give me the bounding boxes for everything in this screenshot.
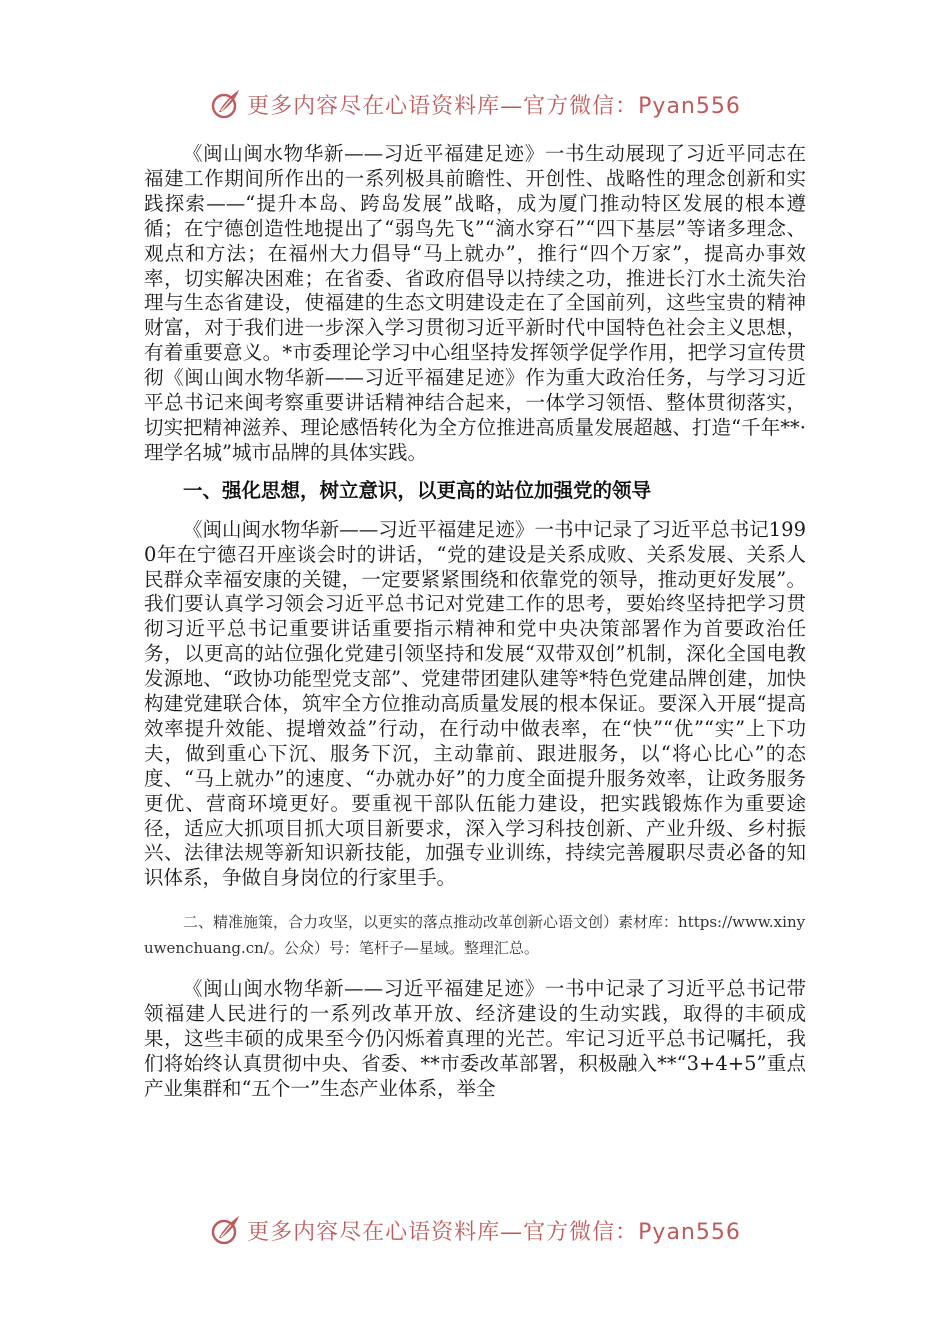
intro-paragraph: 《闽山闽水物华新——习近平福建足迹》一书生动展现了习近平同志在福建工作期间所作出的一系列极具前瞻性、开创性、战略性的理念创新和实践探索——“提升本岛、跨岛发展”战略，成为厦门推动特区发展的根本遵循；在宁德创造性地提出了“弱鸟先飞”“滴水穿石”“四下基层”等诸多理念、观点和方法；在福州大力倡导“马上就办”，推行“四个万家”，提高办事效率，切实解决困难；在省委、省政府倡导以持续之功，推进长汀水土流失治理与生态省建设，使福建的生态文明建设走在了全国前列，这些宝贵的精神财富，对于我们进一步深入学习贯彻习近平新时代中国特色社会主义思想，有着重要意义。*市委理论学习中心组坚持发挥领学促学作用，把学习宣传贯彻《闽山闽水物华新——习近平福建足迹》作为重大政治任务，与学习习近平总书记来闽考察重要讲话精神结合起来，一体学习领悟、整体贯彻落实，切实把精神滋养、理论感悟转化为全方位推进高质量发展超越、打造“千年**·理学名城”城市品牌的具体实践。 xyxy=(144,142,806,464)
banner-text: 更多内容尽在心语资料库—官方微信：Pyan556 xyxy=(247,1219,741,1245)
section-heading-1: 一、强化思想，树立意识，以更高的站位加强党的领导 xyxy=(183,478,652,502)
section-heading-2: 二、精准施策，合力攻坚，以更实的落点推动改革创新心语文创）素材库：https://www.xinyuwenchuang.cn/。公众）号：笔杆子—星域。整理汇总。 xyxy=(144,913,806,958)
header-watermark-banner xyxy=(0,84,950,124)
section-2-paragraph: 《闽山闽水物华新——习近平福建足迹》一书中记录了习近平总书记带领福建人民进行的一系列改革开放、经济建设的生动实践，取得的丰硕成果，这些丰硕的成果至今仍闪烁着真理的光芒。牢记习近平总书记嘱托，我们将始终认真贯彻中央、省委、**市委改革部署，积极融入**“3+4+5”重点产业集群和“五个一”生态产业体系，举全 xyxy=(144,977,806,1100)
footer-watermark-banner xyxy=(0,1210,950,1250)
section-1-paragraph: 《闽山闽水物华新——习近平福建足迹》一书中记录了习近平总书记1990年在宁德召开座谈会时的讲话，“党的建设是关系成败、关系发展、关系人民群众幸福安康的关键，一定要紧紧围绕和依靠党的领导，推动更好发展”。我们要认真学习领会习近平总书记对党建工作的思考，要始终坚持把学习贯彻习近平总书记重要讲话重要指示精神和党中央决策部署作为首要政治任务，以更高的站位强化党建引领坚持和发展“双带双创”机制，深化全国电教发源地、“政协功能型党支部”、党建带团建队建等*特色党建品牌创建，加快构建党建联合体，筑牢全方位推动高质量发展的根本保证。要深入开展“提高效率提升效能、提增效益”行动，在行动中做表率，在“快”“优”“实”上下功夫，做到重心下沉、服务下沉，主动靠前、跟进服务，以“将心比心”的态度、“马上就办”的速度、“办就办好”的力度全面提升服务效率，让政务服务更优、营商环境更好。要重视干部队伍能力建设，把实践锻炼作为重要途径，适应大抓项目抓大项目新要求，深入学习科技创新、产业升级、乡村振兴、法律法规等新知识新技能，加强专业训练，持续完善履职尽责必备的知识体系，争做自身岗位的行家里手。 xyxy=(144,517,806,890)
pen-feather-logo-icon xyxy=(209,1213,243,1247)
banner-text: 更多内容尽在心语资料库—官方微信：Pyan556 xyxy=(247,93,741,119)
document-body xyxy=(144,142,806,1102)
pen-feather-logo-icon xyxy=(209,87,243,121)
